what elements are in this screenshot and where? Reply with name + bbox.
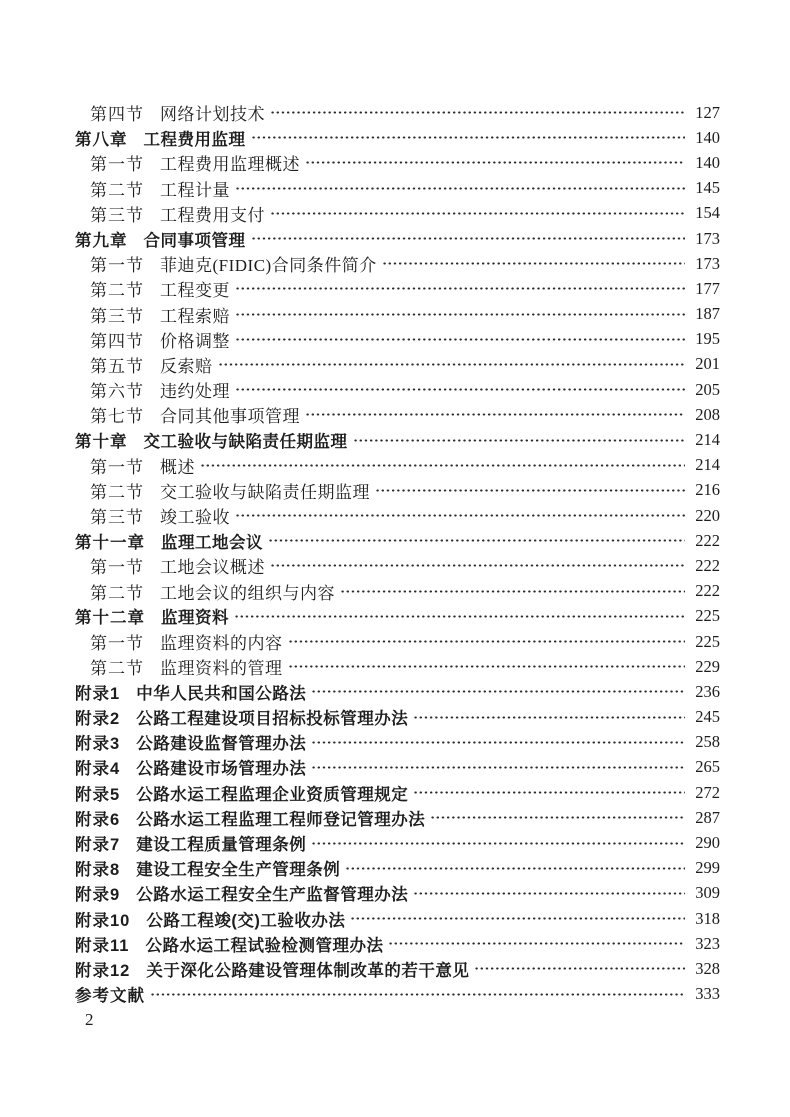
toc-entry bbox=[75, 604, 720, 629]
toc-entry-label: 附录11 bbox=[75, 936, 130, 955]
dot-leader bbox=[218, 356, 686, 373]
toc-entry-title: 工地会议的组织与内容 bbox=[160, 583, 335, 603]
dot-leader bbox=[270, 205, 685, 222]
toc-entry-title: 公路建设监督管理办法 bbox=[136, 735, 307, 754]
toc-entry-title: 菲迪克(FIDIC)合同条件简介 bbox=[160, 256, 377, 276]
toc-entry-label: 附录3 bbox=[75, 735, 121, 754]
toc-entry-label: 附录7 bbox=[75, 836, 121, 855]
dot-leader bbox=[235, 180, 685, 197]
dot-leader bbox=[382, 255, 685, 272]
toc-entry-title: 监理资料 bbox=[161, 609, 229, 628]
toc-entry-label: 第二节 bbox=[90, 180, 144, 200]
toc-entry bbox=[75, 503, 720, 528]
toc-entry-label: 第七节 bbox=[90, 407, 144, 427]
dot-leader bbox=[235, 280, 685, 297]
toc-entry-label: 第二节 bbox=[90, 659, 144, 679]
toc-entry-label: 附录1 bbox=[75, 684, 121, 703]
toc-entry-title: 中华人民共和国公路法 bbox=[136, 684, 307, 703]
toc-entry bbox=[75, 302, 720, 327]
toc-entry-label: 第一节 bbox=[90, 155, 144, 175]
toc-entry bbox=[75, 679, 720, 704]
toc-entry-title: 公路建设市场管理办法 bbox=[136, 760, 307, 779]
toc-entry-label: 附录12 bbox=[75, 961, 131, 980]
toc-entry-page-number: 216 bbox=[695, 480, 720, 500]
dot-leader bbox=[311, 759, 685, 776]
toc-entry-page-number: 245 bbox=[695, 707, 720, 727]
toc-entry-page-number: 299 bbox=[695, 858, 720, 878]
toc-entry-label: 附录8 bbox=[75, 861, 121, 880]
toc-entry-page-number: 173 bbox=[695, 253, 720, 273]
toc-entry-page-number: 229 bbox=[695, 656, 720, 676]
dot-leader bbox=[311, 734, 685, 751]
toc-entry-title: 公路工程建设项目招标投标管理办法 bbox=[136, 710, 409, 729]
toc-entry-title: 交工验收与缺陷责任期监理 bbox=[160, 482, 370, 502]
toc-entry-title: 工程费用支付 bbox=[160, 205, 265, 225]
toc-entry-label: 附录10 bbox=[75, 911, 131, 930]
toc-entry-page-number: 220 bbox=[695, 505, 720, 525]
toc-entry bbox=[75, 427, 720, 452]
toc-entry bbox=[75, 125, 720, 150]
toc-entry-page-number: 208 bbox=[695, 404, 720, 424]
toc-entry-title: 公路工程竣(交)工验收办法 bbox=[146, 911, 346, 930]
toc-entry-title: 公路水运工程安全生产监督管理办法 bbox=[136, 886, 409, 905]
toc-entry-label: 第九章 bbox=[75, 231, 128, 250]
toc-entry-label: 第一节 bbox=[90, 457, 144, 477]
toc-entry-label: 第四节 bbox=[90, 331, 144, 351]
toc-entry bbox=[75, 755, 720, 780]
toc-entry-page-number: 323 bbox=[695, 933, 720, 953]
toc-entry bbox=[75, 226, 720, 251]
toc-entry-label: 附录9 bbox=[75, 886, 121, 905]
toc-entry-page-number: 225 bbox=[695, 631, 720, 651]
toc-entry-page-number: 290 bbox=[695, 833, 720, 853]
toc-entry-title: 反索赔 bbox=[160, 356, 213, 376]
dot-leader bbox=[270, 557, 685, 574]
dot-leader bbox=[413, 709, 685, 726]
dot-leader bbox=[350, 910, 685, 927]
toc-entry bbox=[75, 327, 720, 352]
dot-leader bbox=[311, 683, 685, 700]
toc-entry-page-number: 236 bbox=[695, 681, 720, 701]
toc-entry-page-number: 154 bbox=[695, 203, 720, 223]
toc-entry bbox=[75, 553, 720, 578]
toc-entry-page-number: 214 bbox=[695, 430, 720, 450]
toc-entry-title: 公路水运工程监理工程师登记管理办法 bbox=[136, 810, 426, 829]
toc-entry bbox=[75, 830, 720, 855]
dot-leader bbox=[150, 986, 685, 1003]
toc-entry-label: 第八章 bbox=[75, 130, 128, 149]
toc-entry bbox=[75, 100, 720, 125]
toc-entry bbox=[75, 654, 720, 679]
toc-entry-page-number: 328 bbox=[695, 958, 720, 978]
toc-entry-title: 工地会议概述 bbox=[160, 558, 265, 578]
dot-leader bbox=[251, 129, 686, 146]
toc-entry bbox=[75, 528, 720, 553]
toc-entry-page-number: 173 bbox=[695, 228, 720, 248]
dot-leader bbox=[288, 658, 686, 675]
dot-leader bbox=[340, 583, 685, 600]
toc-entry-page-number: 201 bbox=[695, 354, 720, 374]
toc-entry bbox=[75, 956, 720, 981]
toc-entry bbox=[75, 881, 720, 906]
toc-entry-label: 第二节 bbox=[90, 281, 144, 301]
toc-entry bbox=[75, 201, 720, 226]
dot-leader bbox=[311, 835, 685, 852]
toc-entry bbox=[75, 982, 720, 1007]
dot-leader bbox=[413, 885, 685, 902]
toc-entry bbox=[75, 705, 720, 730]
toc-entry-page-number: 225 bbox=[695, 606, 720, 626]
toc-entry-title: 监理工地会议 bbox=[161, 533, 263, 552]
toc-entry bbox=[75, 377, 720, 402]
toc-entry-label: 第十章 bbox=[75, 433, 128, 452]
toc-entry-page-number: 222 bbox=[695, 555, 720, 575]
toc-entry-title: 合同事项管理 bbox=[143, 231, 246, 250]
toc-entry-page-number: 127 bbox=[695, 102, 720, 122]
toc-entry-title: 工程索赔 bbox=[160, 306, 230, 326]
dot-leader bbox=[413, 784, 685, 801]
toc-entry bbox=[75, 251, 720, 276]
toc-entry-label: 第三节 bbox=[90, 205, 144, 225]
dot-leader bbox=[305, 406, 685, 423]
toc-entry-title: 工程费用监理概述 bbox=[160, 155, 300, 175]
toc-entry-label: 第十一章 bbox=[75, 533, 145, 552]
toc-entry-label: 第五节 bbox=[90, 356, 144, 376]
toc-entry-label: 第四节 bbox=[90, 105, 144, 125]
dot-leader bbox=[345, 860, 685, 877]
toc-entry-title: 网络计划技术 bbox=[160, 105, 265, 125]
toc-entry-page-number: 177 bbox=[695, 278, 720, 298]
toc-entry bbox=[75, 402, 720, 427]
toc-entry-page-number: 222 bbox=[695, 530, 720, 550]
toc-entry-title: 监理资料的管理 bbox=[160, 659, 283, 679]
toc-entry-label: 第一节 bbox=[90, 256, 144, 276]
toc-entry-label: 第二节 bbox=[90, 482, 144, 502]
toc-entry-title: 建设工程质量管理条例 bbox=[136, 836, 307, 855]
toc-entry-title: 监理资料的内容 bbox=[160, 634, 283, 654]
toc-entry bbox=[75, 176, 720, 201]
dot-leader bbox=[288, 633, 686, 650]
toc-entry-title: 概述 bbox=[160, 457, 195, 477]
dot-leader bbox=[200, 457, 685, 474]
toc-entry-page-number: 309 bbox=[695, 883, 720, 903]
toc-entry-title: 关于深化公路建设管理体制改革的若干意见 bbox=[146, 961, 470, 980]
toc-entry bbox=[75, 150, 720, 175]
toc-entry bbox=[75, 805, 720, 830]
toc-entry-title: 工程变更 bbox=[160, 281, 230, 301]
toc-entry-page-number: 140 bbox=[695, 127, 720, 147]
toc-entry-page-number: 287 bbox=[695, 807, 720, 827]
dot-leader bbox=[234, 608, 685, 625]
dot-leader bbox=[235, 381, 685, 398]
toc-entry bbox=[75, 906, 720, 931]
dot-leader bbox=[388, 935, 685, 952]
toc-entry-label: 附录4 bbox=[75, 760, 121, 779]
toc-entry-page-number: 222 bbox=[695, 581, 720, 601]
dot-leader bbox=[270, 104, 685, 121]
toc-entry-label: 附录5 bbox=[75, 785, 121, 804]
toc-entry-title: 交工验收与缺陷责任期监理 bbox=[143, 433, 348, 452]
toc-entry-label: 第十二章 bbox=[75, 609, 145, 628]
toc-entry-label: 第三节 bbox=[90, 508, 144, 528]
toc-entry-title: 竣工验收 bbox=[160, 508, 230, 528]
dot-leader bbox=[235, 331, 685, 348]
toc-entry-label: 参考文献 bbox=[75, 987, 145, 1006]
toc-entry bbox=[75, 276, 720, 301]
toc-entry bbox=[75, 856, 720, 881]
toc-entry bbox=[75, 931, 720, 956]
toc-entry-label: 第二节 bbox=[90, 583, 144, 603]
toc-entry-page-number: 333 bbox=[695, 984, 720, 1004]
dot-leader bbox=[474, 960, 685, 977]
dot-leader bbox=[235, 507, 685, 524]
toc-entry-page-number: 272 bbox=[695, 782, 720, 802]
toc-entry-label: 第一节 bbox=[90, 634, 144, 654]
toc-entry-title: 合同其他事项管理 bbox=[160, 407, 300, 427]
toc-entry bbox=[75, 579, 720, 604]
dot-leader bbox=[353, 432, 686, 449]
dot-leader bbox=[268, 532, 685, 549]
toc-entry-page-number: 205 bbox=[695, 379, 720, 399]
toc-entry-page-number: 140 bbox=[695, 152, 720, 172]
dot-leader bbox=[305, 154, 685, 171]
toc-entry-title: 建设工程安全生产管理条例 bbox=[136, 861, 341, 880]
dot-leader bbox=[251, 230, 686, 247]
toc-entry-label: 第六节 bbox=[90, 382, 144, 402]
toc-entry-title: 工程计量 bbox=[160, 180, 230, 200]
dot-leader bbox=[235, 306, 685, 323]
toc-entry bbox=[75, 352, 720, 377]
toc-entry-page-number: 265 bbox=[695, 757, 720, 777]
toc-entry bbox=[75, 629, 720, 654]
toc-entry-page-number: 214 bbox=[695, 455, 720, 475]
toc-entry-page-number: 318 bbox=[695, 908, 720, 928]
toc-entry-title: 公路水运工程试验检测管理办法 bbox=[145, 936, 384, 955]
toc-entry-title: 价格调整 bbox=[160, 331, 230, 351]
dot-leader bbox=[430, 809, 685, 826]
toc-entry-page-number: 258 bbox=[695, 732, 720, 752]
folio-page-number: 2 bbox=[85, 1010, 94, 1029]
toc-entry-title: 公路水运工程监理企业资质管理规定 bbox=[136, 785, 409, 804]
dot-leader bbox=[375, 482, 685, 499]
toc-entry-page-number: 187 bbox=[695, 304, 720, 324]
toc-entry bbox=[75, 478, 720, 503]
toc-entry-label: 附录2 bbox=[75, 710, 121, 729]
toc-entry-label: 附录6 bbox=[75, 810, 121, 829]
toc-entry-page-number: 195 bbox=[695, 329, 720, 349]
toc-entry bbox=[75, 453, 720, 478]
toc-entry bbox=[75, 730, 720, 755]
toc-entry-label: 第一节 bbox=[90, 558, 144, 578]
toc-entry-title: 违约处理 bbox=[160, 382, 230, 402]
toc-entry-title: 工程费用监理 bbox=[143, 130, 246, 149]
table-of-contents bbox=[75, 100, 720, 1007]
toc-entry-page-number: 145 bbox=[695, 178, 720, 198]
toc-entry bbox=[75, 780, 720, 805]
toc-entry-label: 第三节 bbox=[90, 306, 144, 326]
